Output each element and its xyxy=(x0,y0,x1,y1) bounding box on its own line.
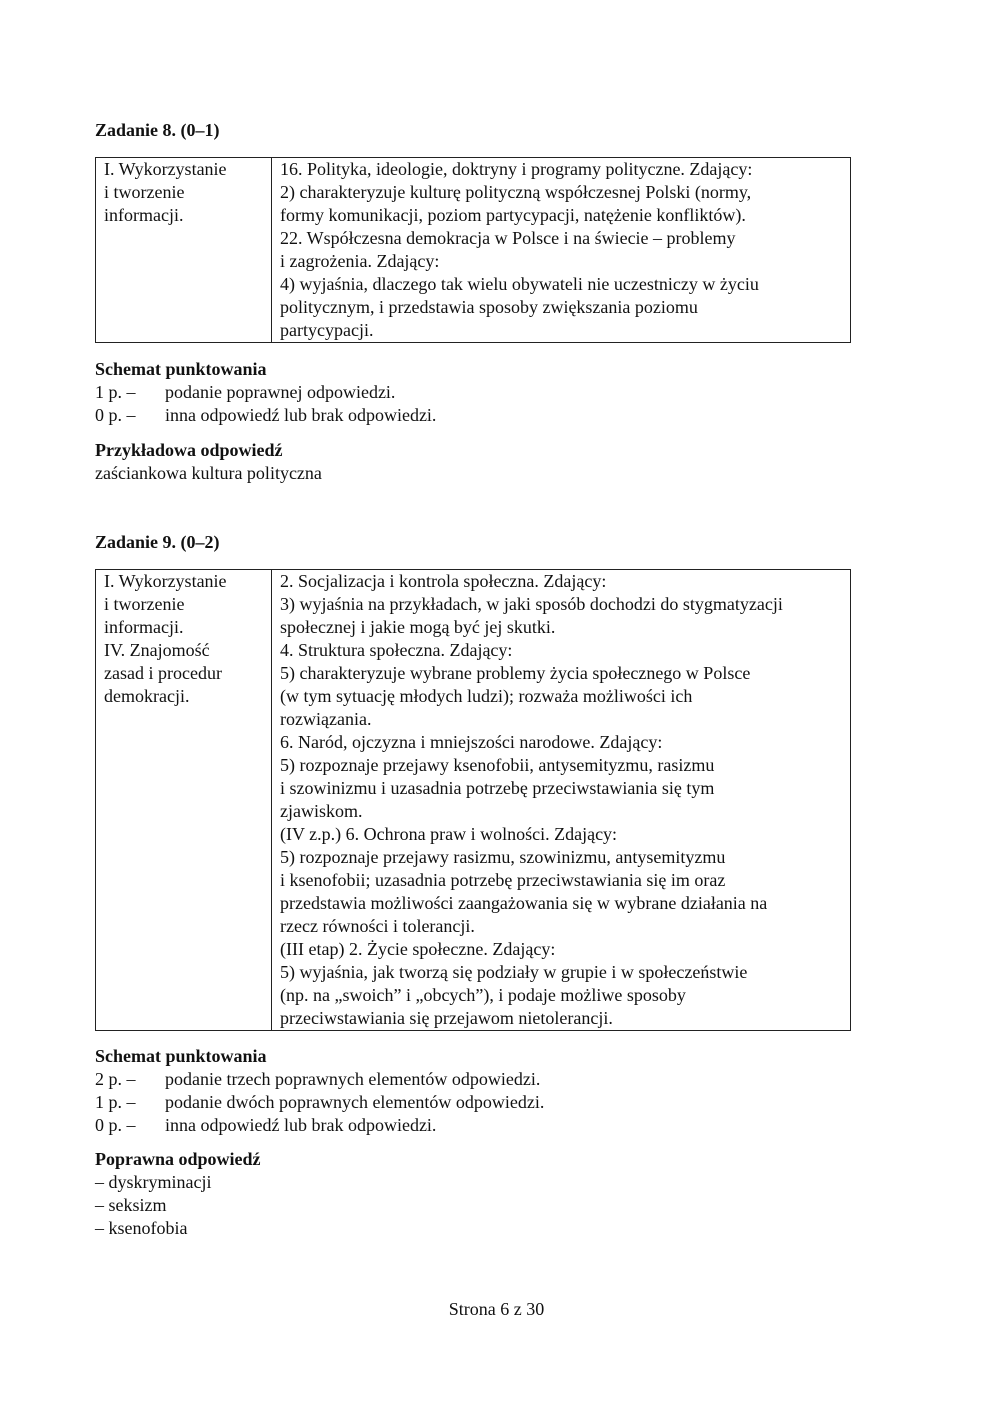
requirement-line: 16. Polityka, ideologie, doktryny i programy polityczne. Zdający: xyxy=(280,159,753,179)
requirement-line: przedstawia możliwości zaangażowania się w wybrane działania na xyxy=(280,893,768,913)
task8-title: Zadanie 8. (0–1) xyxy=(95,120,220,140)
answer-title: Poprawna odpowiedź xyxy=(95,1149,261,1169)
requirement-line: 4) wyjaśnia, dlaczego tak wielu obywateli nie uczestniczy w życiu xyxy=(280,274,759,294)
task9-general-requirements xyxy=(96,570,272,1031)
requirement-line: informacji. xyxy=(104,617,184,637)
scoring-points: 0 p. – xyxy=(95,1115,136,1135)
requirement-line: 5) rozpoznaje przejawy ksenofobii, antysemityzmu, rasizmu xyxy=(280,755,715,775)
requirement-line: rzecz równości i tolerancji. xyxy=(280,916,475,936)
task9-detailed-requirements xyxy=(272,570,851,1031)
requirement-line: (np. na „swoich” i „obcych”), i podaje możliwe sposoby xyxy=(280,985,686,1005)
requirement-line: (III etap) 2. Życie społeczne. Zdający: xyxy=(280,939,556,959)
task9-title: Zadanie 9. (0–2) xyxy=(95,532,220,552)
requirement-line: i tworzenie xyxy=(104,182,185,202)
task8-answer xyxy=(95,439,855,485)
requirement-line: 5) rozpoznaje przejawy rasizmu, szowinizmu, antysemityzmu xyxy=(280,847,726,867)
requirement-line: i ksenofobii; uzasadnia potrzebę przeciwstawiania się im oraz xyxy=(280,870,726,890)
requirement-line: informacji. xyxy=(104,205,184,225)
table-row xyxy=(96,158,851,343)
requirement-line: i tworzenie xyxy=(104,594,185,614)
scoring-text: inna odpowiedź lub brak odpowiedzi. xyxy=(165,1115,437,1135)
task8-detailed-requirements xyxy=(272,158,851,343)
answer-line: – seksizm xyxy=(95,1195,167,1215)
scoring-row xyxy=(95,381,855,404)
answer-line: – dyskryminacji xyxy=(95,1172,212,1192)
requirement-line: politycznym, i przedstawia sposoby zwiększania poziomu xyxy=(280,297,698,317)
scoring-text: podanie trzech poprawnych elementów odpowiedzi. xyxy=(165,1069,541,1089)
scoring-title: Schemat punktowania xyxy=(95,359,267,379)
scoring-points: 1 p. – xyxy=(95,1092,136,1112)
requirement-line: 4. Struktura społeczna. Zdający: xyxy=(280,640,513,660)
scoring-points: 0 p. – xyxy=(95,405,136,425)
task8-scoring xyxy=(95,358,855,427)
requirement-line: 22. Współczesna demokracja w Polsce i na świecie – problemy xyxy=(280,228,736,248)
requirement-line: społecznej i jakie mogą być jej skutki. xyxy=(280,617,556,637)
requirement-line: 5) charakteryzuje wybrane problemy życia społecznego w Polsce xyxy=(280,663,751,683)
requirement-line: 6. Naród, ojczyzna i mniejszości narodowe. Zdający: xyxy=(280,732,663,752)
requirement-line: 5) wyjaśnia, jak tworzą się podziały w grupie i w społeczeństwie xyxy=(280,962,748,982)
scoring-row xyxy=(95,1114,855,1137)
answer-line: – ksenofobia xyxy=(95,1218,188,1238)
requirement-line: zjawiskom. xyxy=(280,801,363,821)
scoring-row xyxy=(95,1068,855,1091)
requirement-line: 2. Socjalizacja i kontrola społeczna. Zdający: xyxy=(280,571,607,591)
requirement-line: partycypacji. xyxy=(280,320,374,340)
requirement-line: 3) wyjaśnia na przykładach, w jaki sposób dochodzi do stygmatyzacji xyxy=(280,594,783,614)
task9-scoring xyxy=(95,1045,855,1137)
scoring-points: 1 p. – xyxy=(95,382,136,402)
scoring-row xyxy=(95,1091,855,1114)
task8-requirements-table xyxy=(95,157,851,343)
answer-line: zaściankowa kultura polityczna xyxy=(95,463,322,483)
task9-requirements-table xyxy=(95,569,851,1031)
requirement-line: I. Wykorzystanie xyxy=(104,159,227,179)
requirement-line: (w tym sytuację młodych ludzi); rozważa możliwości ich xyxy=(280,686,693,706)
task9-answer xyxy=(95,1148,855,1240)
requirement-line: formy komunikacji, poziom partycypacji, natężenie konfliktów). xyxy=(280,205,746,225)
task8-general-requirements xyxy=(96,158,272,343)
requirement-line: (IV z.p.) 6. Ochrona praw i wolności. Zdający: xyxy=(280,824,618,844)
requirement-line: I. Wykorzystanie xyxy=(104,571,227,591)
scoring-points: 2 p. – xyxy=(95,1069,136,1089)
scoring-row xyxy=(95,404,855,427)
table-row xyxy=(96,570,851,1031)
requirement-line: 2) charakteryzuje kulturę polityczną współczesnej Polski (normy, xyxy=(280,182,752,202)
requirement-line: demokracji. xyxy=(104,686,190,706)
scoring-text: podanie dwóch poprawnych elementów odpowiedzi. xyxy=(165,1092,545,1112)
scoring-text: podanie poprawnej odpowiedzi. xyxy=(165,382,396,402)
requirement-line: i szowinizmu i uzasadnia potrzebę przeciwstawiania się tym xyxy=(280,778,715,798)
requirement-line: i zagrożenia. Zdający: xyxy=(280,251,440,271)
scoring-text: inna odpowiedź lub brak odpowiedzi. xyxy=(165,405,437,425)
scoring-title: Schemat punktowania xyxy=(95,1046,267,1066)
requirement-line: przeciwstawiania się przejawom nietolerancji. xyxy=(280,1008,613,1028)
page-number: Strona 6 z 30 xyxy=(448,1299,545,1319)
requirement-line: rozwiązania. xyxy=(280,709,372,729)
answer-title: Przykładowa odpowiedź xyxy=(95,440,283,460)
requirement-line: zasad i procedur xyxy=(104,663,222,683)
requirement-line: IV. Znajomość xyxy=(104,640,210,660)
